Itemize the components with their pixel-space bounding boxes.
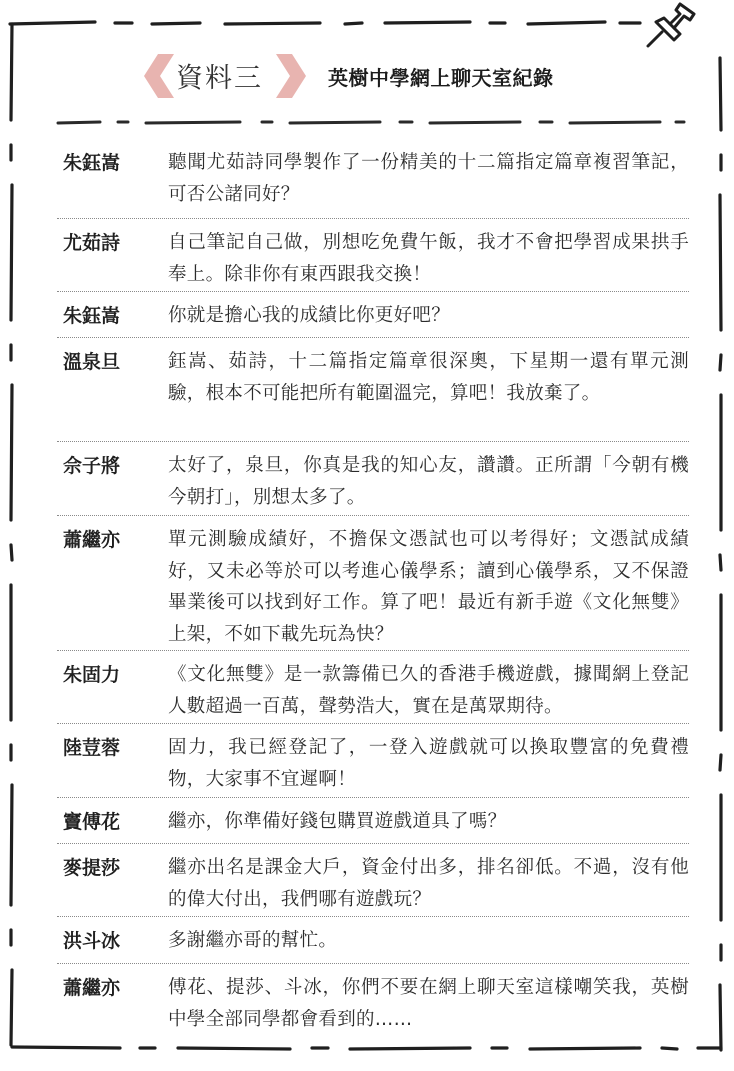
chat-row [57, 917, 689, 964]
message-text: 你就是擔心我的成績比你更好吧？ [168, 305, 451, 326]
chat-row [57, 798, 689, 844]
message-text: 自己筆記自己做，別想吃免費午飯，我才不會把學習成果拱手奉上。除非你有東西跟我交換！ [168, 232, 689, 285]
chat-row [57, 442, 689, 516]
message-text: 鈺嵩、茹詩，十二篇指定篇章很深奧，下星期一還有單元測驗，根本不可能把所有範圍溫完，算吧！我放棄了。 [168, 351, 689, 404]
message-text: 聽聞尤茹詩同學製作了一份精美的十二篇指定篇章複習筆記，可否公諸同好？ [168, 152, 689, 205]
chat-log [57, 139, 689, 1038]
speaker-name: 佘子將 [63, 455, 121, 477]
message-text: 多謝繼亦哥的幫忙。 [168, 930, 338, 951]
speaker-name: 麥提莎 [63, 857, 121, 879]
chat-row [57, 724, 689, 798]
speaker-name: 朱鈺嵩 [63, 152, 121, 174]
message-text: 太好了，泉旦，你真是我的知心友，讚讚。正所謂「今朝有機今朝打」，別想太多了。 [168, 455, 689, 508]
message-text: 單元測驗成績好，不擔保文憑試也可以考得好；文憑試成績好，又未必等於可以考進心儀學系；讀到心儀學系，又不保證畢業後可以找到好工作。算了吧！最近有新手遊《文化無雙》上架，不如下載先玩為快？ [168, 529, 689, 645]
speaker-name: 蕭繼亦 [63, 977, 121, 999]
section-tag: 資料三 [176, 63, 263, 94]
chat-row [57, 651, 689, 724]
message-text: 固力，我已經登記了，一登入遊戲就可以換取豐富的免費禮物，大家事不宜遲啊！ [168, 737, 689, 790]
message-text: 《文化無雙》是一款籌備已久的香港手機遊戲，據聞網上登記人數超過一百萬，聲勢浩大，實在是萬眾期待。 [168, 664, 689, 717]
message-text: 繼亦，你準備好錢包購買遊戲道具了嗎？ [168, 811, 507, 832]
speaker-name: 竇傅花 [63, 811, 121, 833]
page-title: 英樹中學網上聊天室紀錄 [328, 66, 554, 90]
chat-row [57, 219, 689, 292]
speaker-name: 朱鈺嵩 [63, 305, 121, 327]
chat-row [57, 964, 689, 1038]
chat-row [57, 338, 689, 442]
speaker-name: 洪斗冰 [63, 930, 121, 952]
pushpin-icon [634, 2, 704, 58]
chat-row [57, 139, 689, 219]
message-text: 繼亦出名是課金大戶，資金付出多，排名卻低。不過，沒有他的偉大付出，我們哪有遊戲玩？ [168, 857, 689, 910]
chat-row [57, 844, 689, 917]
speaker-name: 尤茹詩 [63, 232, 121, 254]
chat-row [57, 516, 689, 651]
speaker-name: 朱固力 [63, 664, 121, 686]
speaker-name: 溫泉旦 [63, 351, 121, 373]
speaker-name: 蕭繼亦 [63, 529, 121, 551]
message-text: 傅花、提莎、斗冰，你們不要在網上聊天室這樣嘲笑我，英樹中學全部同學都會看到的…… [168, 977, 689, 1030]
speaker-name: 陸荳蓉 [63, 737, 121, 759]
chat-row [57, 292, 689, 338]
header [0, 52, 734, 102]
